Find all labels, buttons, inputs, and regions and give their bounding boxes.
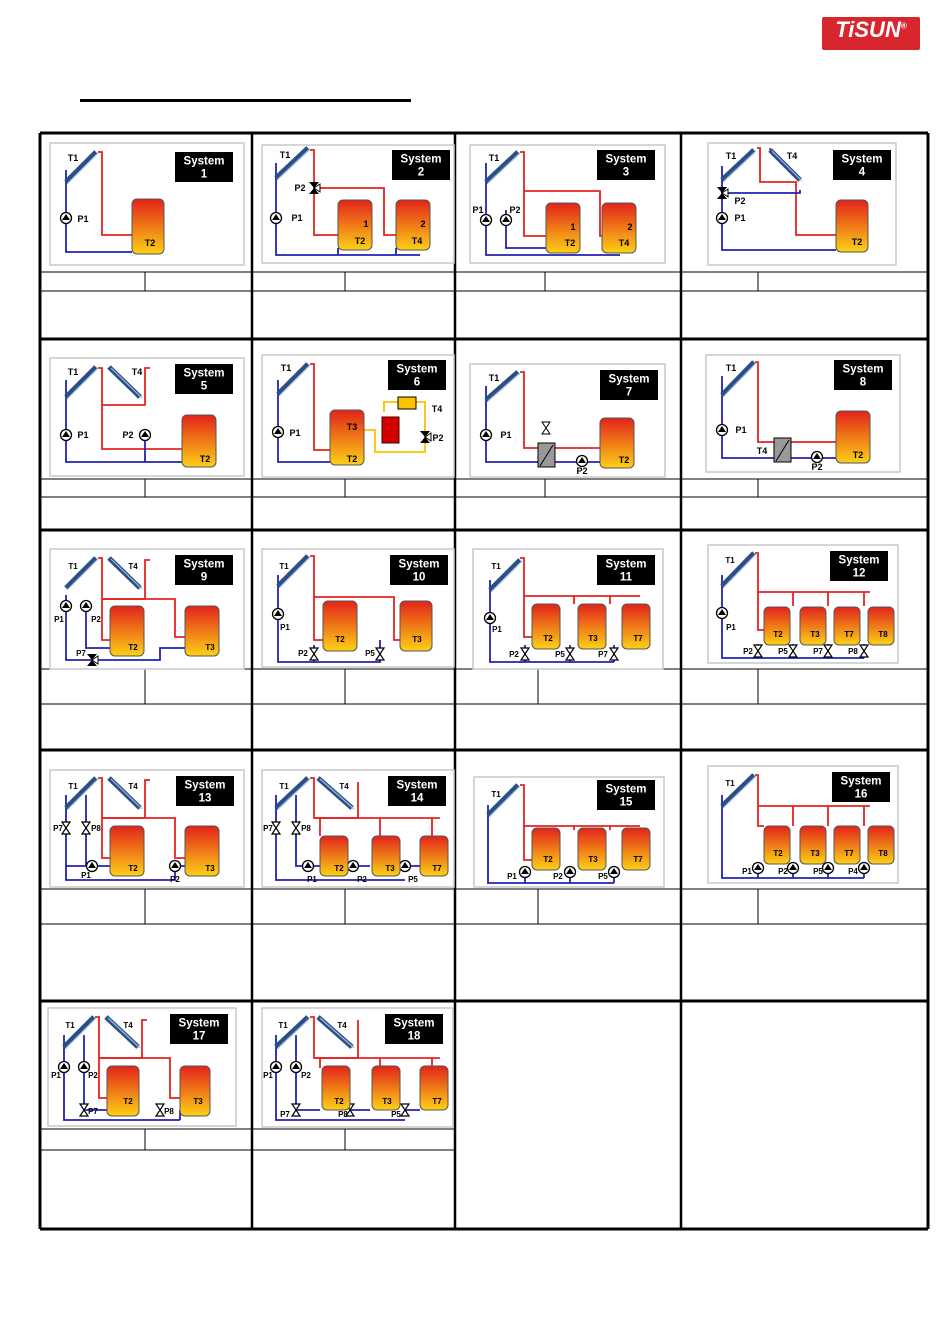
component-label: P1: [492, 625, 502, 634]
system-number: 17: [192, 1030, 206, 1043]
system-diagram-14: [262, 770, 454, 887]
system-diagram-2: [262, 145, 454, 263]
component-label: P8: [91, 824, 101, 833]
component-label: T1: [725, 151, 737, 161]
component-label: T8: [878, 849, 888, 858]
component-label: T4: [431, 404, 443, 414]
component-label: T1: [488, 373, 500, 383]
storage-tank-icon: [800, 607, 826, 645]
component-label: P1: [291, 213, 303, 223]
system-number: 9: [200, 571, 208, 584]
system-number: 13: [198, 792, 212, 805]
system-title: System: [396, 363, 438, 376]
component-label: T3: [810, 849, 820, 858]
logo-text: TiSUN®: [835, 17, 907, 42]
system-diagram-3: [470, 145, 665, 263]
component-label: P2: [509, 650, 519, 659]
component-label: T7: [844, 849, 854, 858]
component-label: T1: [279, 782, 289, 791]
component-label: P1: [81, 871, 91, 880]
component-label: P7: [280, 1110, 290, 1119]
component-label: T3: [412, 635, 422, 644]
storage-tank-icon: [764, 607, 790, 645]
system-number: 5: [200, 380, 208, 393]
system-number: 6: [413, 376, 421, 389]
component-label: P5: [598, 872, 608, 881]
component-label: P1: [507, 872, 517, 881]
component-label: T3: [205, 643, 215, 652]
system-title: System: [393, 1017, 435, 1030]
component-label: T3: [205, 864, 215, 873]
component-label: T1: [725, 779, 735, 788]
component-label: P8: [301, 824, 311, 833]
component-label: P1: [472, 205, 484, 215]
component-label: P2: [294, 183, 306, 193]
component-label: T1: [278, 1021, 288, 1030]
heat-exchanger-icon: [398, 397, 416, 409]
component-label: P1: [307, 875, 317, 884]
component-label: T4: [128, 782, 138, 791]
system-number: 10: [412, 571, 426, 584]
component-label: P2: [91, 615, 101, 624]
component-label: P1: [735, 425, 747, 435]
component-label: P2: [432, 433, 444, 443]
component-label: P7: [813, 647, 823, 656]
component-label: T4: [128, 562, 138, 571]
component-label: T1: [488, 153, 500, 163]
component-label: P5: [365, 649, 375, 658]
component-label: T7: [633, 855, 643, 864]
component-label: T2: [354, 236, 366, 246]
component-label: T2: [144, 238, 156, 248]
system-diagram-1: [50, 143, 244, 265]
component-label: P2: [743, 647, 753, 656]
system-diagram-11: [473, 549, 663, 669]
component-label: P7: [76, 649, 86, 658]
component-label: P2: [88, 1071, 98, 1080]
system-number: 11: [619, 571, 633, 584]
component-label: T3: [346, 422, 358, 432]
system-diagram-7: [470, 364, 665, 477]
component-label: P2: [122, 430, 134, 440]
component-label: P1: [280, 623, 290, 632]
boiler-icon: [382, 417, 399, 443]
storage-tank-icon: [110, 606, 144, 656]
storage-tank-icon: [834, 607, 860, 645]
component-label: P8: [848, 647, 858, 656]
system-title: System: [178, 1017, 220, 1030]
component-label: P1: [77, 214, 89, 224]
system-diagram-18: [262, 1008, 453, 1127]
component-label: T1: [68, 562, 78, 571]
component-label: P1: [77, 430, 89, 440]
system-title: System: [183, 558, 225, 571]
component-label: T1: [67, 367, 79, 377]
component-label: P5: [778, 647, 788, 656]
component-label: P5: [813, 867, 823, 876]
system-number: 2: [417, 166, 425, 179]
component-label: T1: [491, 790, 501, 799]
component-label: 2: [627, 222, 633, 232]
component-label: P2: [170, 875, 180, 884]
system-number: 18: [407, 1030, 421, 1043]
component-label: P2: [576, 466, 588, 476]
system-title: System: [842, 363, 884, 376]
component-label: T3: [810, 630, 820, 639]
component-label: T3: [385, 864, 395, 873]
component-label: P1: [263, 1071, 273, 1080]
component-label: P7: [88, 1107, 98, 1116]
component-label: P2: [734, 196, 746, 206]
component-label: P1: [289, 428, 301, 438]
storage-tank-icon: [107, 1066, 139, 1116]
component-label: P1: [51, 1071, 61, 1080]
component-label: P2: [509, 205, 521, 215]
system-diagram-4: [708, 143, 896, 265]
system-title: System: [838, 554, 880, 567]
component-label: P8: [338, 1110, 348, 1119]
system-title: System: [608, 373, 650, 386]
system-diagram-12: [708, 545, 898, 663]
system-diagram-17: [48, 1008, 236, 1126]
component-label: T1: [68, 782, 78, 791]
storage-tank-icon: [868, 607, 894, 645]
component-label: T2: [852, 450, 864, 460]
component-label: P7: [263, 824, 273, 833]
component-label: T4: [123, 1021, 133, 1030]
component-label: T1: [491, 562, 501, 571]
component-label: P8: [164, 1107, 174, 1116]
component-label: 1: [363, 219, 369, 229]
system-title: System: [605, 783, 647, 796]
system-number: 16: [854, 788, 868, 801]
component-label: P5: [555, 650, 565, 659]
component-label: T1: [279, 562, 289, 571]
system-diagram-5: [50, 358, 244, 476]
storage-tank-icon: [834, 826, 860, 864]
system-title: System: [840, 775, 882, 788]
system-number: 1: [200, 168, 208, 181]
component-label: T2: [128, 643, 138, 652]
component-label: T8: [878, 630, 888, 639]
component-label: T2: [335, 635, 345, 644]
component-label: P7: [53, 824, 63, 833]
component-label: P4: [848, 867, 858, 876]
component-label: P2: [553, 872, 563, 881]
component-label: T4: [618, 238, 630, 248]
component-label: T3: [588, 855, 598, 864]
system-title: System: [396, 779, 438, 792]
component-label: T3: [193, 1097, 203, 1106]
component-label: P1: [742, 867, 752, 876]
system-diagram-13: [50, 770, 244, 887]
component-label: T4: [786, 151, 798, 161]
system-number: 7: [625, 386, 633, 399]
component-label: T4: [411, 236, 423, 246]
component-label: T2: [618, 455, 630, 465]
storage-tank-icon: [800, 826, 826, 864]
system-title: System: [605, 558, 647, 571]
component-label: T2: [543, 855, 553, 864]
component-label: P2: [357, 875, 367, 884]
component-label: P2: [298, 649, 308, 658]
component-label: T7: [633, 634, 643, 643]
component-label: T1: [65, 1021, 75, 1030]
component-label: T1: [280, 363, 292, 373]
storage-tank-icon: [180, 1066, 210, 1116]
system-title: System: [184, 779, 226, 792]
component-label: P5: [391, 1110, 401, 1119]
system-diagram-10: [262, 549, 454, 667]
component-label: T1: [725, 556, 735, 565]
component-label: P1: [726, 623, 736, 632]
component-label: T1: [279, 150, 291, 160]
component-label: P2: [301, 1071, 311, 1080]
system-title: System: [605, 153, 647, 166]
component-label: T4: [756, 446, 768, 456]
component-label: T7: [432, 1097, 442, 1106]
system-number: 8: [859, 376, 867, 389]
component-label: T4: [339, 782, 349, 791]
system-diagram-8: [706, 355, 900, 472]
component-label: P1: [734, 213, 746, 223]
component-label: P1: [54, 615, 64, 624]
component-label: T2: [199, 454, 211, 464]
system-number: 14: [410, 792, 424, 805]
system-diagram-15: [474, 777, 664, 887]
component-label: T1: [725, 363, 737, 373]
system-title: System: [398, 558, 440, 571]
storage-tank-icon: [764, 826, 790, 864]
component-label: P5: [408, 875, 418, 884]
component-label: T2: [564, 238, 576, 248]
system-diagram-6: [262, 355, 454, 477]
system-number: 15: [619, 796, 633, 809]
component-label: T2: [851, 237, 863, 247]
system-title: System: [183, 155, 225, 168]
component-label: 2: [420, 219, 426, 229]
component-label: T4: [131, 367, 143, 377]
system-title: System: [841, 153, 883, 166]
system-number: 3: [622, 166, 630, 179]
component-label: T2: [773, 630, 783, 639]
component-label: T7: [432, 864, 442, 873]
component-label: P2: [811, 462, 823, 472]
component-label: T7: [844, 630, 854, 639]
system-diagram-9: [50, 549, 244, 669]
component-label: P7: [598, 650, 608, 659]
component-label: T3: [382, 1097, 392, 1106]
component-label: T2: [334, 864, 344, 873]
storage-tank-icon: [868, 826, 894, 864]
component-label: T2: [346, 454, 358, 464]
component-label: T3: [588, 634, 598, 643]
component-label: T2: [334, 1097, 344, 1106]
system-number: 12: [852, 567, 866, 580]
component-label: 1: [570, 222, 576, 232]
component-label: P1: [500, 430, 512, 440]
component-label: T2: [773, 849, 783, 858]
component-label: T2: [543, 634, 553, 643]
component-label: P2: [778, 867, 788, 876]
system-title: System: [400, 153, 442, 166]
system-title: System: [183, 367, 225, 380]
component-label: T2: [123, 1097, 133, 1106]
system-number: 4: [858, 166, 866, 179]
component-label: T2: [128, 864, 138, 873]
system-diagram-16: [708, 766, 898, 883]
storage-tank-icon: [110, 826, 144, 876]
component-label: T1: [67, 153, 79, 163]
component-label: T4: [337, 1021, 347, 1030]
